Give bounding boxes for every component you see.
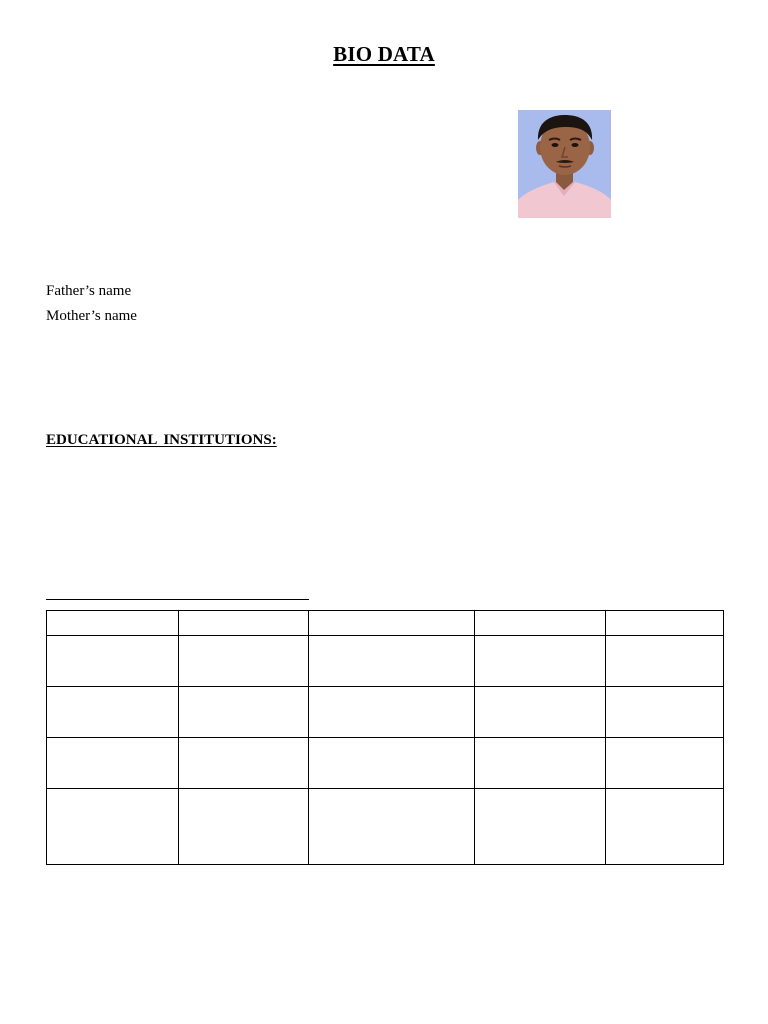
table-cell <box>309 611 475 636</box>
page-title: BIO DATA <box>333 42 435 66</box>
table-row <box>47 789 724 865</box>
table-cell <box>179 789 309 865</box>
table-cell <box>475 636 606 687</box>
table-cell <box>47 611 179 636</box>
table-cell <box>475 789 606 865</box>
table-row <box>47 687 724 738</box>
table-cell <box>309 789 475 865</box>
table-row <box>47 611 724 636</box>
table-cell <box>179 687 309 738</box>
education-table <box>46 610 724 865</box>
fathers-name-label: Father’s name <box>46 283 132 299</box>
mothers-name-label: Mother’s name <box>46 308 137 324</box>
profile-photo <box>518 110 611 218</box>
educational-institutions-heading: EDUCATIONAL INSTITUTIONS: <box>46 432 277 448</box>
table-cell <box>475 687 606 738</box>
table-row <box>47 738 724 789</box>
table-cell <box>47 738 179 789</box>
table-cell <box>475 738 606 789</box>
table-cell <box>309 636 475 687</box>
table-cell <box>47 789 179 865</box>
table-cell <box>47 636 179 687</box>
table-cell <box>606 636 724 687</box>
table-cell <box>309 738 475 789</box>
table-cell <box>475 611 606 636</box>
portrait-image <box>518 110 611 218</box>
table-cell <box>606 687 724 738</box>
table-cell <box>606 789 724 865</box>
table-cell <box>309 687 475 738</box>
table-cell <box>179 611 309 636</box>
table-cell <box>606 611 724 636</box>
table-cell <box>179 636 309 687</box>
section-underline <box>46 599 309 600</box>
table-cell <box>47 687 179 738</box>
table-cell <box>179 738 309 789</box>
table-row <box>47 636 724 687</box>
table-cell <box>606 738 724 789</box>
